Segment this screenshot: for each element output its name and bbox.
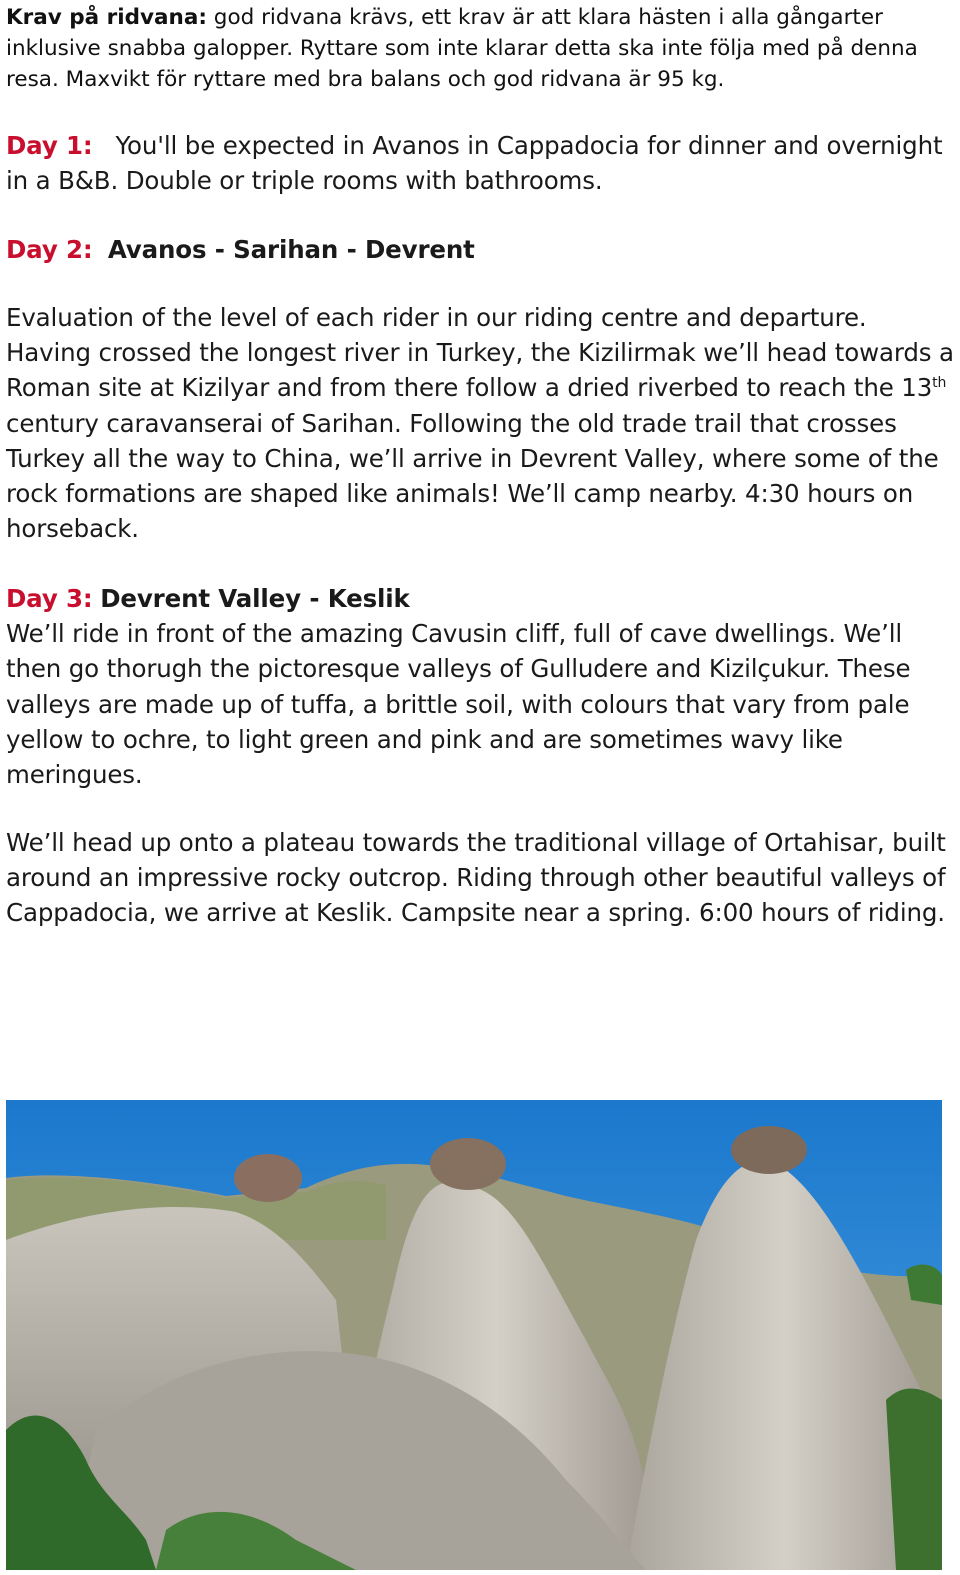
day1-text: You'll be expected in Avanos in Cappadocia for dinner and overnight in a B&B. Double or triple rooms with bathrooms. (6, 131, 943, 196)
day2-text-b: century caravanserai of Sarihan. Following the old trade trail that crosses Turkey all the way to China, we’ll arrive in Devrent Valley, where some of the rock formations are shaped like animals! We’ll camp nearby. 4:30 hours on horseback. (6, 408, 939, 544)
right-edge-tree (886, 1388, 942, 1570)
cap-rock-left (234, 1154, 302, 1202)
day2-label: Day 2: (6, 235, 93, 264)
intro-paragraph (6, 2, 946, 95)
day2-heading (6, 232, 956, 267)
day2-title: Avanos - Sarihan - Devrent (107, 235, 475, 264)
day2-text-a: Evaluation of the level of each rider in our riding centre and departure. Having crossed the longest river in Turkey, the Kizilirmak we’ll head towards a Roman site at Kizilyar and from there follow a dried riverbed to reach the 13 (6, 303, 954, 403)
day2-superscript: th (932, 375, 947, 392)
intro-text: god ridvana krävs, ett krav är att klara hästen i alla gångarter inklusive snabba galopper. Ryttare som inte klarar detta ska inte följa med på denna resa. Maxvikt för ryttare med bra balans och god ridvana är 95 kg. (6, 5, 918, 92)
day1-paragraph (6, 128, 956, 198)
right-shrub (906, 1265, 942, 1305)
day3-section (6, 581, 956, 792)
cap-rock-right (731, 1126, 807, 1174)
day3-title: Devrent Valley - Keslik (100, 584, 410, 613)
fairy-chimneys-photo (6, 1100, 942, 1570)
day2-paragraph (6, 300, 956, 546)
day3-paragraph-1: We’ll ride in front of the amazing Cavusin cliff, full of cave dwellings. We’ll then go thorugh the pictoresque valleys of Gulludere and Kizilçukur. These valleys are made up of tuffa, a brittle soil, with colours that vary from pale yellow to ochre, to light green and pink and are sometimes wavy like meringues. (6, 619, 911, 790)
day3-paragraph-2: We’ll head up onto a plateau towards the traditional village of Ortahisar, built around an impressive rocky outcrop. Riding through other beautiful valleys of Cappadocia, we arrive at Keslik. Campsite near a spring. 6:00 hours of riding. (6, 828, 946, 928)
intro-lead: Krav på ridvana: (6, 5, 207, 30)
day3-heading (6, 581, 956, 616)
day3-label: Day 3: (6, 584, 93, 613)
cap-rock-middle (430, 1138, 506, 1190)
day1-label: Day 1: (6, 131, 93, 160)
